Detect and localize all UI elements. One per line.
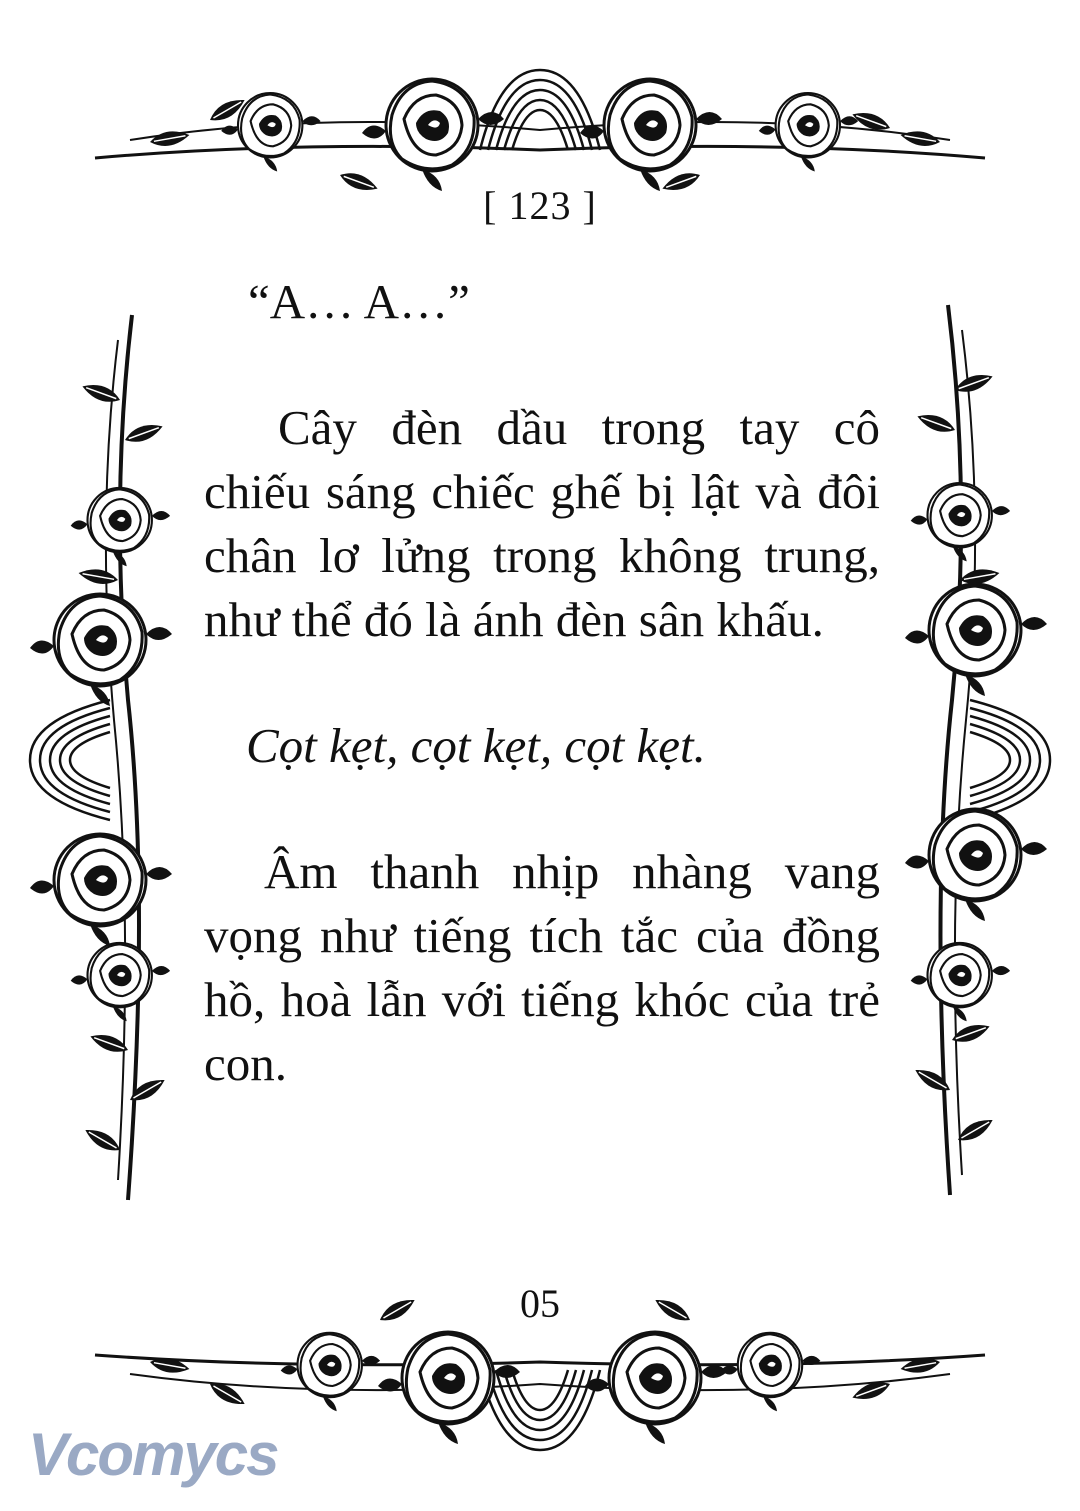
chapter-number: [ 123 ] [483,183,597,228]
rose-ornament-top [95,70,985,195]
paragraph-sound: Âm thanh nhịp nhàng vang vọng như tiếng tích tắc của đồng hồ, hoà lẫn với tiếng khóc của trẻ con. [204,844,880,1091]
dialog-line: “A… A…” [248,274,470,329]
sound-effect-line: Cọt kẹt, cọt kẹt, cọt kẹt. [246,718,706,773]
story-text [204,270,880,1096]
rose-vine-left [30,315,172,1200]
paragraph-lamp: Cây đèn dầu trong tay cô chiếu sáng chiếc ghế bị lật và đôi chân lơ lửng trong không trung, như thể đó là ánh đèn sân khấu. [204,400,880,647]
page-number: 05 [520,1281,560,1326]
rose-vine-right [905,305,1050,1195]
watermark-logo: Vcomycs [28,1421,278,1488]
